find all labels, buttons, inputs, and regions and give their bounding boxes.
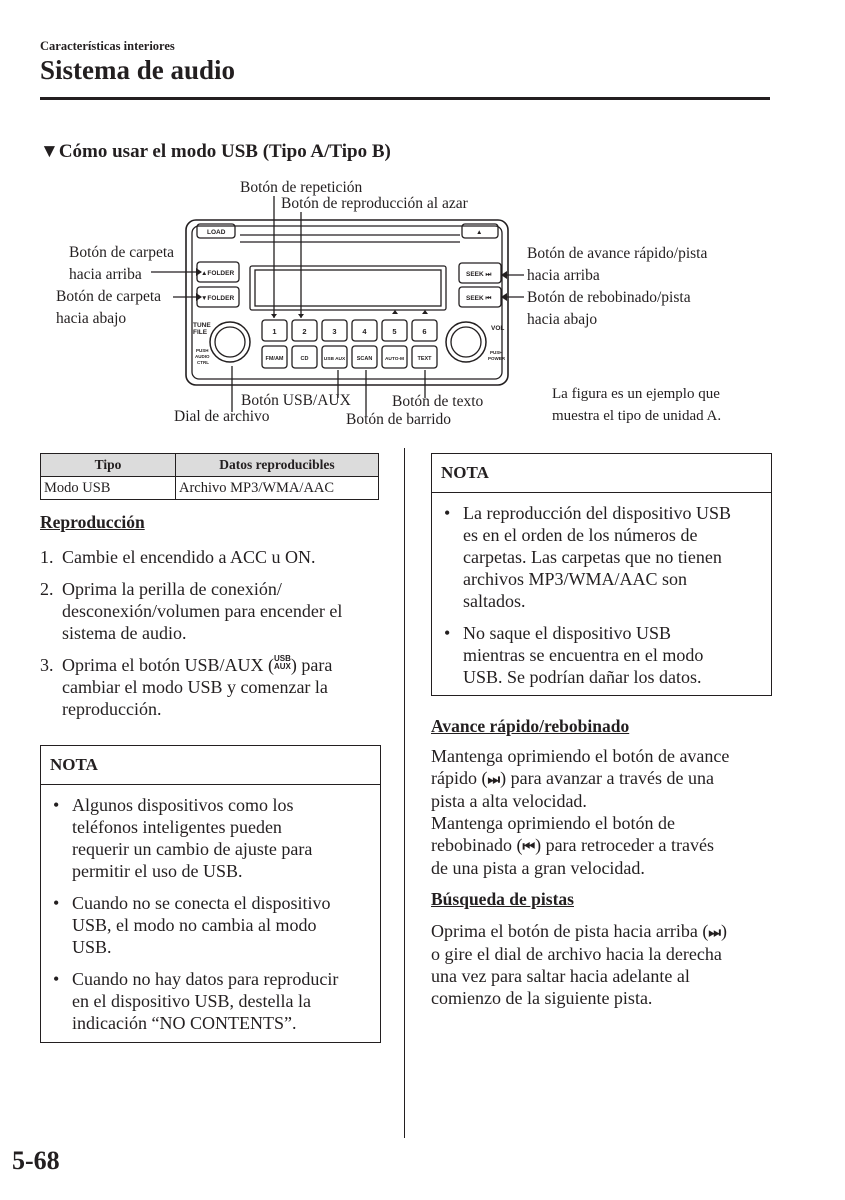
paragraph-text: )	[721, 921, 728, 941]
subheading-text: Cómo usar el modo USB (Tipo A/Tipo B)	[58, 141, 391, 162]
bullet-icon: •	[444, 623, 451, 643]
unit-file-label: FILE	[193, 329, 208, 336]
bullet-line: Cuando no se conecta el dispositivo	[72, 893, 331, 913]
unit-seek-up-label: SEEK ⏭	[466, 271, 492, 278]
column-divider	[404, 448, 405, 1138]
unit-tune-label: TUNE	[193, 322, 211, 329]
bullet-line: archivos MP3/WMA/AAC son	[463, 569, 687, 589]
figure-caption-line2: muestra el tipo de unidad A.	[552, 408, 722, 424]
preset-button-4: 4	[362, 327, 367, 336]
bullet-line: Algunos dispositivos como los	[72, 795, 294, 815]
step-number: 1.	[40, 547, 54, 567]
paragraph-line: o gire el dial de archivo hacia la derecha	[431, 944, 722, 964]
unit-audio-label: AUDIO	[195, 354, 210, 359]
step-line	[62, 654, 390, 676]
callout-text-button: Botón de texto	[392, 393, 484, 410]
bullet-line: saltados.	[463, 591, 526, 611]
bullet-line: USB.	[72, 937, 112, 957]
fast-forward-icon: ⏭	[487, 771, 501, 787]
unit-push-power-label1: PUSH	[490, 350, 503, 355]
mode-button-usb-aux: USB AUX	[323, 357, 346, 362]
bullet-line: mientras se encuentra en el modo	[463, 645, 704, 665]
mode-button-fmam: FM/AM	[265, 356, 284, 362]
note-bullet	[41, 968, 380, 1034]
section-heading-fast-forward: Avance rápido/rebobinado	[431, 716, 630, 736]
step-line: sistema de audio.	[62, 623, 187, 643]
page-title: Sistema de audio	[40, 55, 236, 85]
figure-caption-line1: La figura es un ejemplo que	[552, 386, 720, 402]
unit-push-label: PUSH	[196, 348, 209, 353]
mode-button-text: TEXT	[417, 356, 432, 362]
step-number: 2.	[40, 579, 54, 599]
unit-vol-label: VOL	[491, 325, 505, 332]
usb-aux-icon	[274, 655, 291, 671]
note-bullets	[41, 785, 380, 1034]
bullet-line: La reproducción del dispositivo USB	[463, 503, 731, 523]
bullet-icon: •	[53, 893, 60, 913]
note-bullets	[432, 493, 771, 688]
preset-button-5: 5	[392, 327, 397, 336]
paragraph-text: rápido (	[431, 768, 488, 788]
paragraph-line	[431, 834, 776, 857]
unit-folder-down-label: ▼FOLDER	[201, 295, 235, 302]
bullet-line: Cuando no hay datos para reproducir	[72, 969, 339, 989]
fast-forward-icon: ⏭	[708, 924, 722, 940]
mode-button-auto-m: AUTO-M	[384, 357, 405, 362]
callout-folder-up-line2: hacia arriba	[69, 266, 142, 283]
preset-button-6: 6	[422, 327, 427, 336]
callout-usb-aux: Botón USB/AUX	[241, 392, 351, 409]
bullet-line: No saque el dispositivo USB	[463, 623, 672, 643]
preset-button-3: 3	[332, 327, 337, 336]
paragraph-line: una vez para saltar hacia adelante al	[431, 966, 690, 986]
callout-random: Botón de reproducción al azar	[281, 195, 468, 212]
bullet-icon: •	[53, 795, 60, 815]
callout-folder-down-line1: Botón de carpeta	[56, 288, 162, 305]
step-list	[40, 546, 390, 720]
paragraph-text: ) para avanzar a través de una	[500, 768, 714, 788]
paragraph-line	[431, 767, 776, 790]
paragraph-text: Oprima el botón de pista hacia arriba (	[431, 921, 709, 941]
paragraph-line	[431, 920, 776, 943]
callout-scan: Botón de barrido	[346, 411, 452, 428]
callout-ff-line1: Botón de avance rápido/pista	[527, 245, 708, 262]
note-title: NOTA	[432, 454, 771, 493]
step-line: Oprima la perilla de conexión/	[62, 579, 282, 599]
step-item	[40, 578, 390, 644]
table-header-cell: Datos reproducibles	[176, 454, 379, 477]
callout-file-dial: Dial de archivo	[174, 408, 270, 425]
fast-forward-paragraph	[431, 745, 776, 879]
callout-folder-down-line2: hacia abajo	[56, 310, 127, 327]
bullet-icon: •	[444, 503, 451, 523]
callout-rew-line1: Botón de rebobinado/pista	[527, 289, 691, 306]
table-cell: Archivo MP3/WMA/AAC	[176, 477, 379, 500]
bullet-line: requerir un cambio de ajuste para	[72, 839, 313, 859]
unit-ctrl-label: CTRL	[197, 360, 209, 365]
step-line: reproducción.	[62, 699, 162, 719]
mode-button-scan: SCAN	[356, 356, 373, 362]
note-box-right	[431, 453, 772, 696]
usb-aux-icon-line1: USB	[273, 654, 291, 663]
paragraph-line: comienzo de la siguiente pista.	[431, 988, 653, 1008]
usb-aux-icon-line2: AUX	[273, 662, 291, 671]
callout-folder-up-line1: Botón de carpeta	[69, 244, 175, 261]
step-line: cambiar el modo USB y comenzar la	[62, 677, 328, 697]
rewind-icon: ⏮	[522, 838, 536, 854]
paragraph-line: pista a alta velocidad.	[431, 791, 587, 811]
bullet-line: permitir el uso de USB.	[72, 861, 243, 881]
table-header-row	[41, 454, 379, 477]
paragraph-text: rebobinado (	[431, 835, 523, 855]
callout-rew-line2: hacia abajo	[527, 311, 598, 328]
paragraph-line: Mantenga oprimiendo el botón de	[431, 813, 675, 833]
audio-unit-figure	[0, 0, 845, 440]
bullet-line: carpetas. Las carpetas que no tienen	[463, 547, 722, 567]
mode-button-cd: CD	[300, 356, 309, 362]
step-text: ) para	[290, 655, 333, 675]
spec-table	[40, 453, 379, 500]
note-bullet	[41, 892, 380, 958]
bullet-icon: •	[53, 969, 60, 989]
section-label: Características interiores	[40, 39, 175, 53]
bullet-line: teléfonos inteligentes pueden	[72, 817, 282, 837]
step-number: 3.	[40, 655, 54, 675]
preset-button-2: 2	[302, 327, 307, 336]
section-heading-track-search: Búsqueda de pistas	[431, 889, 574, 909]
bullet-line: indicación “NO CONTENTS”.	[72, 1013, 297, 1033]
unit-eject-label: ▲	[476, 229, 483, 236]
unit-push-power-label2: POWER	[488, 356, 506, 361]
step-item	[40, 654, 390, 720]
bullet-line: es en el orden de los números de	[463, 525, 698, 545]
section-heading-reproduccion: Reproducción	[40, 512, 145, 532]
step-line: desconexión/volumen para encender el	[62, 601, 343, 621]
callout-ff-line2: hacia arriba	[527, 267, 600, 284]
preset-button-1: 1	[272, 327, 277, 336]
bullet-line: en el dispositivo USB, destella la	[72, 991, 311, 1011]
note-title: NOTA	[41, 746, 380, 785]
unit-folder-up-label: ▲FOLDER	[201, 270, 235, 277]
step-line: Cambie el encendido a ACC u ON.	[62, 547, 316, 567]
callout-repeat: Botón de repetición	[240, 179, 363, 196]
track-search-paragraph	[431, 920, 776, 1009]
paragraph-line: de una pista a gran velocidad.	[431, 858, 645, 878]
table-row	[41, 477, 379, 500]
paragraph-line: Mantenga oprimiendo el botón de avance	[431, 746, 730, 766]
bullet-line: USB. Se podrían dañar los datos.	[463, 667, 702, 687]
bullet-line: USB, el modo no cambia al modo	[72, 915, 317, 935]
note-box-left	[40, 745, 381, 1043]
unit-seek-down-label: SEEK ⏮	[466, 295, 492, 302]
table-header-cell: Tipo	[41, 454, 176, 477]
note-bullet	[432, 502, 771, 612]
note-bullet	[432, 622, 771, 688]
step-text: Oprima el botón USB/AUX (	[62, 655, 274, 675]
unit-load-label: LOAD	[207, 229, 226, 236]
note-bullet	[41, 794, 380, 882]
table-cell: Modo USB	[41, 477, 176, 500]
triangle-marker-icon: ▼	[40, 141, 59, 162]
step-item	[40, 546, 390, 568]
page-number: 5-68	[12, 1146, 60, 1175]
paragraph-text: ) para retroceder a través	[535, 835, 714, 855]
